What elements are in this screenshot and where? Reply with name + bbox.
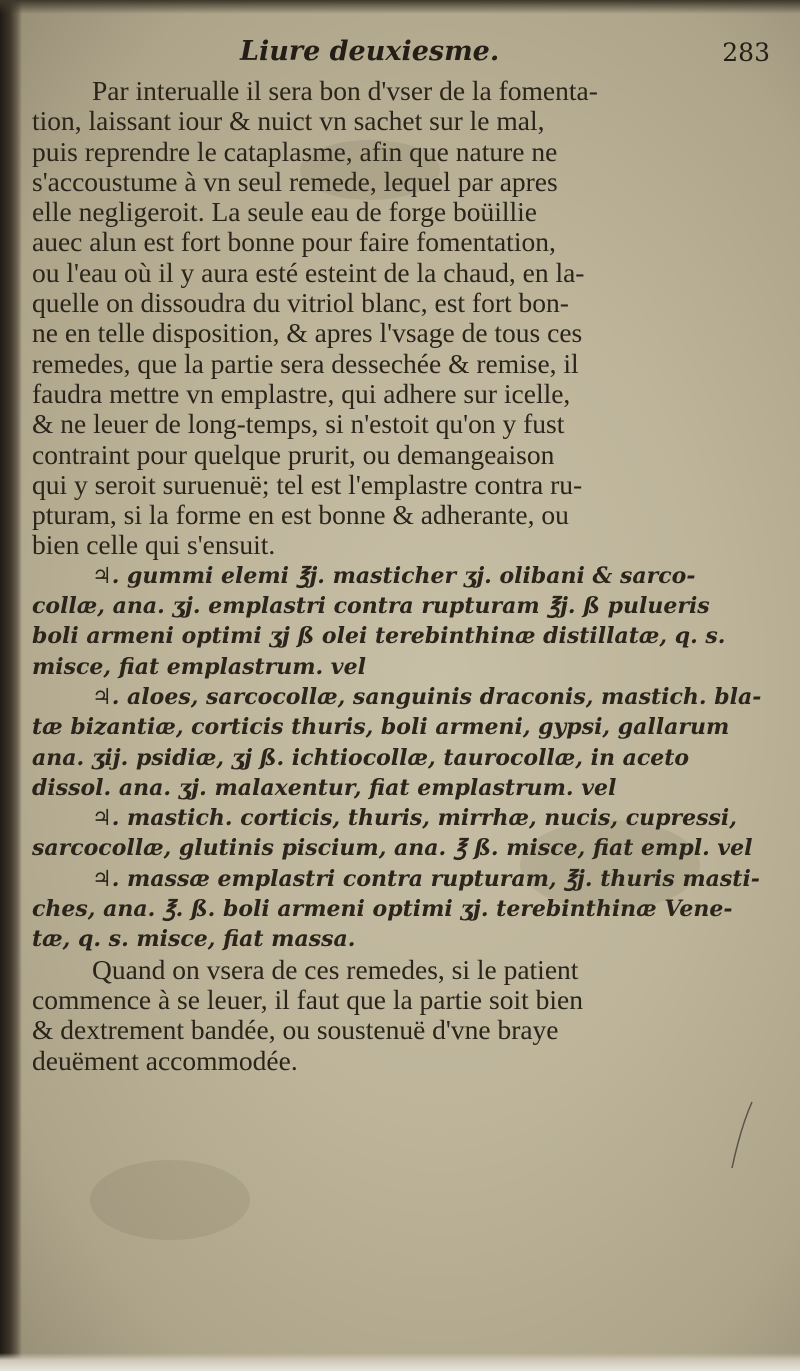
page-header bbox=[40, 36, 770, 76]
text-line: faudra mettre vn emplastre, qui adhere sur icelle, bbox=[32, 377, 571, 409]
text-line: elle negligeroit. La seule eau de forge boüillie bbox=[32, 196, 537, 228]
bottom-edge bbox=[0, 1353, 800, 1371]
text-line: qui y seroit suruenuë; tel est l'emplastre contra ru- bbox=[32, 468, 583, 500]
text-line: Quand on vsera de ces remedes, si le patient bbox=[92, 953, 579, 985]
text-line: s'accoustume à vn seul remede, lequel par apres bbox=[32, 165, 558, 197]
recipe-line: ana. ʒij. psidiæ, ʒj ß. ichtiocollæ, taurocollæ, in aceto bbox=[32, 744, 690, 771]
recipe-line: ♃. gummi elemi ℥j. masticher ʒj. olibani & sarco- bbox=[92, 562, 696, 589]
page-binding-edge bbox=[0, 0, 22, 1371]
page-number: 283 bbox=[722, 38, 770, 67]
text-line: remedes, que la partie sera dessechée & remise, il bbox=[32, 347, 579, 379]
recipe-line: ches, ana. ℥. ß. boli armeni optimi ʒj. terebinthinæ Vene- bbox=[32, 896, 733, 923]
recipe-line: collæ, ana. ʒj. emplastri contra rupturam ℥j. ß pulueris bbox=[32, 593, 710, 620]
text-line: ne en telle disposition, & apres l'vsage de tous ces bbox=[32, 317, 583, 349]
text-line: Par interualle il sera bon d'vser de la fomenta- bbox=[92, 75, 598, 106]
top-shadow bbox=[0, 0, 800, 14]
recipe-line: ♃. mastich. corticis, thuris, mirrhæ, nucis, cupressi, bbox=[92, 805, 737, 832]
text-line: deuëment accommodée. bbox=[32, 1044, 298, 1076]
recipe-line: sarcocollæ, glutinis piscium, ana. ℥ ß. misce, fiat empl. vel bbox=[32, 835, 753, 862]
recipe-line: ♃. aloes, sarcocollæ, sanguinis draconis, mastich. bla- bbox=[92, 683, 762, 710]
text-line: auec alun est fort bonne pour faire fomentation, bbox=[32, 226, 556, 258]
text-line: quelle on dissoudra du vitriol blanc, est fort bon- bbox=[32, 287, 569, 319]
text-line: bien celle qui s'ensuit. bbox=[32, 529, 276, 561]
recipe-line: ♃. massæ emplastri contra rupturam, ℥j. thuris masti- bbox=[92, 865, 760, 892]
paper-stain bbox=[90, 1160, 250, 1240]
recipe-line: tæ, q. s. misce, fiat massa. bbox=[32, 926, 356, 953]
recipe-line: tæ bizantiæ, corticis thuris, boli armeni, gypsi, gallarum bbox=[32, 714, 730, 741]
recipe-line: misce, fiat emplastrum. vel bbox=[32, 653, 366, 680]
text-line: ou l'eau où il y aura esté esteint de la chaud, en la- bbox=[32, 256, 585, 288]
text-line: tion, laissant iour & nuict vn sachet sur le mal, bbox=[32, 105, 545, 137]
text-line: contraint pour quelque prurit, ou demangeaison bbox=[32, 438, 555, 470]
text-line: puis reprendre le cataplasme, afin que nature ne bbox=[32, 135, 558, 167]
pencil-mark bbox=[728, 1100, 758, 1170]
recipe-line: dissol. ana. ʒj. malaxentur, fiat emplastrum. vel bbox=[32, 774, 617, 801]
text-line: & ne leuer de long-temps, si n'estoit qu'on y fust bbox=[32, 408, 565, 440]
running-title: Liure deuxiesme. bbox=[240, 36, 500, 67]
text-line: commence à se leuer, il faut que la partie soit bien bbox=[32, 983, 583, 1015]
body-text bbox=[32, 75, 762, 1076]
text-line: pturam, si la forme en est bonne & adherante, ou bbox=[32, 499, 569, 531]
recipe-line: boli armeni optimi ʒj ß olei terebinthinæ distillatæ, q. s. bbox=[32, 623, 726, 650]
text-line: & dextrement bandée, ou soustenuë d'vne braye bbox=[32, 1014, 559, 1046]
